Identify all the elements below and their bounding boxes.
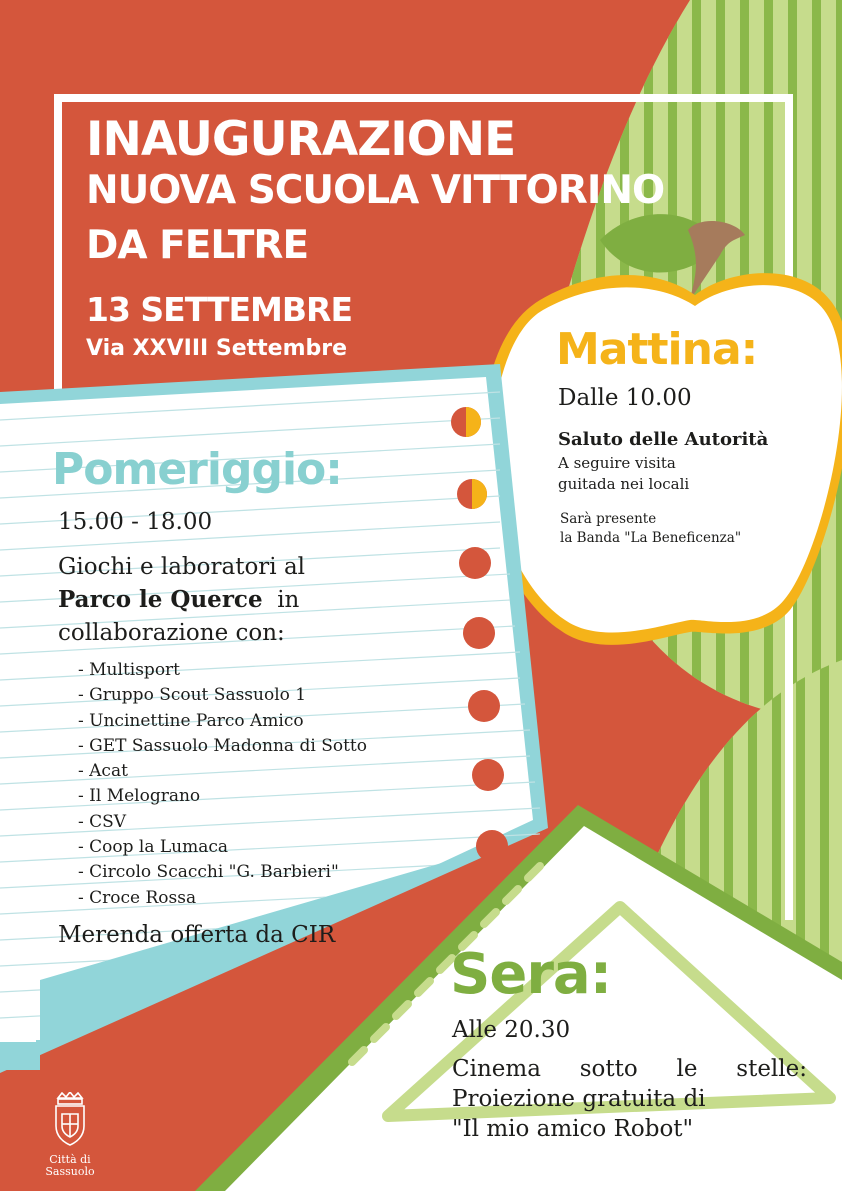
city-crest-icon [52,1092,88,1150]
morning-event-title: Saluto delle Autorità [558,429,769,450]
afternoon-intro-line-3: collaborazione con: [58,620,285,646]
morning-event-line-2: guitada nei locali [558,475,690,493]
afternoon-intro-line-1: Giochi e laboratori al [58,554,306,580]
city-name-line-2: Sassuolo [45,1165,95,1178]
afternoon-intro-line-2 [58,583,299,617]
morning-time: Dalle 10.00 [558,385,692,411]
list-item: - Multisport [78,660,181,680]
list-item: - Circolo Scacchi "G. Barbieri" [78,862,339,883]
park-name: Parco le Querce [58,586,263,613]
list-item: - GET Sassuolo Madonna di Sotto [78,735,367,756]
event-date: 13 SETTEMBRE [86,290,352,329]
afternoon-time: 15.00 - 18.00 [58,509,213,535]
list-item: - Coop la Lumaca [78,837,229,858]
list-item: - Croce Rossa [78,887,197,908]
list-item: - Uncinettine Parco Amico [78,710,304,731]
city-logo [38,1092,102,1178]
morning-band-line-1: Sarà presente [560,511,657,527]
afternoon-heading: Pomeriggio: [52,444,342,495]
title-line-1: INAUGURAZIONE [86,112,516,167]
evening-line-3: "Il mio amico Robot" [452,1116,694,1142]
list-item: - Acat [78,761,128,782]
afternoon-intro-after: in [277,587,300,613]
morning-event-line-1: A seguire visita [558,454,676,472]
evening-line-1: Cinema sotto le stelle: [452,1056,807,1082]
morning-band-line-2: la Banda "La Beneficenza" [560,530,742,546]
city-name-line-1: Città di [49,1153,91,1166]
evening-line-2: Proiezione gratuita di [452,1086,706,1112]
snack-note: Merenda offerta da CIR [58,922,336,948]
evening-time: Alle 20.30 [452,1017,571,1043]
morning-heading: Mattina: [556,324,758,375]
list-item: - CSV [78,811,127,832]
title-line-2: NUOVA SCUOLA VITTORINO [86,168,665,213]
title-line-3: DA FELTRE [86,223,309,268]
event-address: Via XXVIII Settembre [86,336,348,361]
list-item: - Il Melograno [78,786,201,807]
list-item: - Gruppo Scout Sassuolo 1 [78,685,307,706]
partners-list [78,658,367,911]
evening-heading: Sera: [450,942,612,1007]
